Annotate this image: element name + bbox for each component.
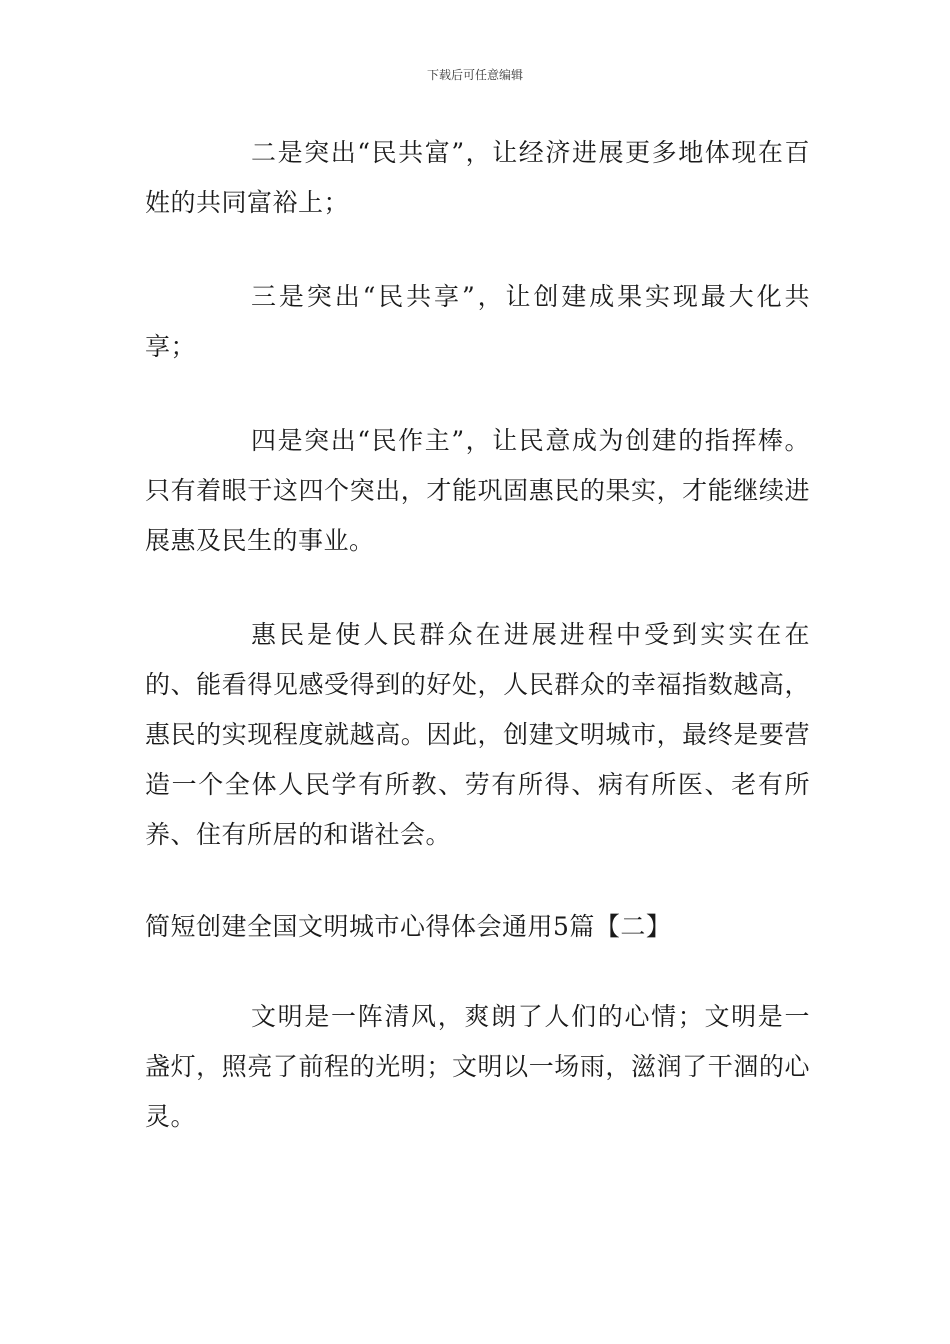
page-header: 下载后可任意编辑: [426, 68, 523, 82]
paragraph-4: 四是突出“民作主”，让民意成为创建的指挥棒。只有着眼于这四个突出，才能巩固惠民的果实，才能继续进展惠及民生的事业。: [145, 426, 810, 555]
paragraph-huimin: 惠民是使人民群众在进展进程中受到实实在在的、能看得见感受得到的好处，人民群众的幸福指数越高，惠民的实现程度就越高。因此，创建文明城市，最终是要营造一个全体人民学有所教、劳有所得、病有所医、老有所养、住有所居的和谐社会。: [145, 620, 810, 849]
section-heading: 简短创建全国文明城市心得体会通用5篇【二】: [145, 912, 672, 941]
paragraph-2: 二是突出“民共富”，让经济进展更多地体现在百姓的共同富裕上；: [145, 138, 810, 217]
paragraph-3: 三是突出“民共享”，让创建成果实现最大化共享；: [145, 282, 810, 361]
document-body: [145, 128, 810, 1142]
section-paragraph-1: 文明是一阵清风，爽朗了人们的心情；文明是一盏灯，照亮了前程的光明；文明以一场雨，滋润了干涸的心灵。: [145, 1002, 810, 1131]
